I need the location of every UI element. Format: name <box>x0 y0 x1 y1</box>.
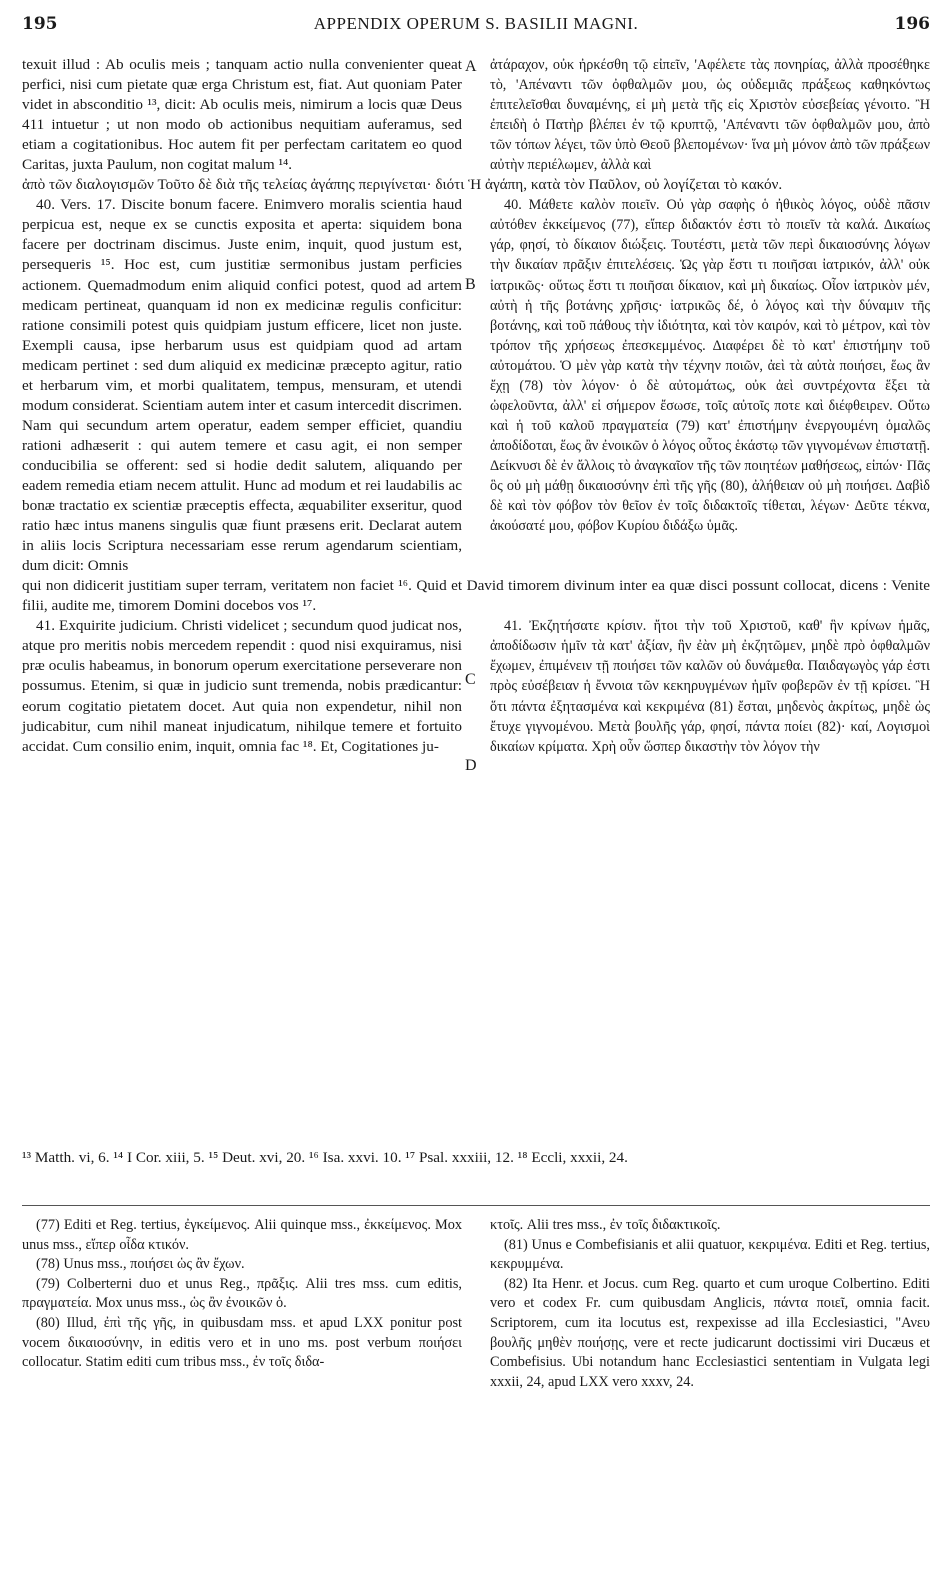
note-81: (81) Unus e Combefisianis et alii quatuor, κεκριμένα. Editi et Reg. tertius, κεκρυμμένα. <box>490 1236 930 1273</box>
greek-text-3: 41. Ἐκζητήσατε κρίσιν. ἤτοι τὴν τοῦ Χριστοῦ, καθ' ἣν κρίνων ἡμᾶς, ἀποδίδωσιν ἡμῖν τὰ κατ' ἀξίαν, ἣν ἐὰν μὴ ἐκζητῶμεν, μηδὲ πρὸ ὀφθαλμῶν ἔχωμεν, ἐπιμένειν τῇ ποιήσει τῶν καλῶν οὐ δυνάμεθα. Παιδαγωγὸς γάρ ἐστι πρὸς εὐσέβειαν ἡ ἔννοια τῶν κεκηρυγμένων ἡμῖν φοβερῶν ἐν τῇ κρίσει. Ἢ ὅτι πάντα ἐξητασμένα καὶ κεκριμένα (81) ἔσται, μηδενὸς ἀκρίτως, μηδὲ ὡς ἔτυχε γιγνομένου. Μετὰ βουλῆς γάρ, φησί, πάντα ποίει (82)· καί, Λογισμοὶ δικαίων κρίματα. Χρὴ οὖν ὥσπερ δικαστὴν τὸν λόγον τὴν <box>490 618 930 755</box>
full-width-text-1: ἀπὸ τῶν διαλογισμῶν Τοῦτο δὲ διὰ τῆς τελείας ἀγάπης περιγίνεται· διότι Ἡ ἀγάπη, κατὰ τὸν Παῦλον, οὐ λογίζεται τὸ κακόν. <box>22 176 783 194</box>
block-3 <box>22 616 930 775</box>
greek-text-2: 40. Μάθετε καλὸν ποιεῖν. Οὐ γὰρ σαφὴς ὁ ἠθικὸς λόγος, οὐδὲ πᾶσιν αὐτόθεν ἐκκείμενος (77), εἴπερ διδακτόν ἐστι τὸ ποιεῖν τὰ καλά. Δικαίως γάρ, φησί, τὸ δίκαιον διώξεις. Τουτέστι, μετὰ τῶν περὶ δικαιοσύνης λόγων τὴν δικαίαν πρᾶξιν ἐπιτελέσεις. Ὡς γὰρ ἔστι τι ποιῆσαι ἰατρικόν, ἀλλ' οὐκ ἰατρικῶς· οὕτως ἔστι τι ποιῆσαι δίκαιον, καὶ μὴ δικαίως. Οἷον ἰατρικὸν μέν, αὐτὴ ἡ τῆς βοτάνης χρῆσις· ἰατρικῶς δέ, ὁ λόγος καὶ τὴν δύναμιν τῆς βοτάνης, καὶ τοῦ πάθους τὴν ἰδιότητα, καὶ τὸν καιρόν, καὶ τὸ μέτρον, καὶ τὸν τρόπον τῆς χρήσεως ἐπεσκεμμένος. Διαφέρει δὲ τὸ κατ' ἐπιστήμην τοῦ αὐτομάτου. Ὁ μὲν γὰρ κατὰ τὴν τέχνην ποιῶν, ἀεὶ τὰ αὐτὰ ποιήσει, ἕως ἂν ἔχῃ (78) τὸν λόγον· ὁ δὲ αὐτομάτως, οὐκ ἀεὶ συντρέχοντα ἕξει τὰ ὠφελοῦντα, ἀλλ' εἰ σήμερον ἔσωσε, τοῖς αὐτοῖς ποτε καὶ διέφθειρεν. Οὕτω καὶ ἡ τοῦ καλοῦ πραγματεία (79) κατ' ἐπιστήμην ἐνεργουμένη ὁμαλῶς ἀποδίδοται, ἕως ἂν ἐνοικῶν ὁ λόγος οὗτος ἑκάστῳ τῶν γιγνομένων ἐπιστατῇ. Δείκνυσι δὲ ἐν ἄλλοις τὸ ἀναγκαῖον τῆς τῶν ποιητέων μαθήσεως, εἰπών· Πᾶς ὃς οὐ μὴ μάθῃ δικαιοσύνην ἐπὶ τῆς γῆς (80), ἀλήθειαν οὐ μὴ ποιήσει. Δαβὶδ δὲ καὶ τὸν φόβον τὸν θεῖον ἐν τοῖς διδακτοῖς τίθεται, λέγων· Δεῦτε τέκνα, ἀκούσατέ μου, φόβον Κυρίου διδάξω ὑμᾶς. <box>490 197 931 535</box>
block-1 <box>22 55 930 175</box>
note-77: (77) Editi et Reg. tertius, ἐγκείμενος. Alii quinque mss., ἐκκείμενος. Mox unus mss., εἴπερ οἶδα κτικόν. <box>22 1217 462 1253</box>
full-width-text-2: qui non didicerit justitiam super terram, veritatem non faciet ¹⁶. Quid et David timorem divinum inter ea quæ disci possunt collocat, dicens : Venite filii, audite me, timorem Domini docebos vos ¹⁷. <box>22 577 930 615</box>
latin-text-3: 41. Exquirite judicium. Christi videlicet ; secundum quod judicat nos, atque pro meritis nobis mercedem rependit : quod nisi exquiramus, nisi præ oculis habeamus, in bonorum operum exercitatione perseverare non possumus. Etenim, si quæ in judicio sunt tremenda, nobis prædicantur: eorum cogitatio pietatem docet. Aut quia non expendetur, nihil non judicabitur, cum nihil maneat injudicatum, nihilque temere et fortuito accidat. Cum consilio enim, inquit, omnia fac ¹⁸. Et, Cogitationes ju- <box>22 617 462 755</box>
greek-text-1: ἀτάραχον, οὐκ ἠρκέσθη τῷ εἰπεῖν, 'Αφέλετε τὰς πονηρίας, ἀλλὰ προσέθηκε τὸ, 'Απέναντι τῶν ὀφθαλμῶν μου, ὡς οὐδεμιᾶς πράξεως καθηκόντως ἐπιτελεῖσθαι δυναμένης, εἰ μὴ μετὰ τῆς εἰς Χριστὸν εὐσεβείας γένοιτο. Ἢ ἐπειδὴ ὁ Πατὴρ βλέπει ἐν τῷ κρυπτῷ, 'Απέναντι τῶν ὀφθαλμῶν μου, ἀπὸ τῶν τόπων λέγει, τῶν ὑπὸ Θεοῦ βλεπομένων· ἵνα μὴ μόνον ἀπὸ τῶν πράξεων αὐτὴν περιέλωμεν, ἀλλὰ καὶ <box>490 57 930 174</box>
note-80-continued: κτοῖς. Alii tres mss., ἐν τοῖς διδακτικοῖς. <box>490 1217 721 1233</box>
latin-text-2: 40. Vers. 17. Discite bonum facere. Enimvero moralis scientia haud perpicua est, neque ex se cunctis exposita et aperta: siquidem bona facere per doctrinam discimus. Juste enim, inquit, quod justum est, persequeris ¹⁵. Hoc est, cum justitiæ sermonibus justam perficies actionem. Quemadmodum enim aliquid confici potest, quod ad artem medicam pertineat, quanquam id non ex medicinæ regulis conficitur: ratione consimili potest quis quidpiam justum efficere, licet non juste. Exempli causa, ipse herbarum usus est quidpiam quod ad artam medicam pertinet : sed dum aliquid ex medicinæ præcepto agitur, ratio et herbarum vim, et morbi qualitatem, tempus, mensuram, et utendi modum considerat. Scientiam autem inter et casum intercedit discrimen. Nam qui secundum artem operatur, eadem semper efficiet, quandiu rationi adhæserit : qui autem temere et casu agit, ei non semper conducibilia se offerent: sed si hodie dedit salutem, aliquando per eadem remedia etiam necem attulit. Hunc ad modum et rei laudabilis ac bonæ tractatio ex scientiæ præceptis effecta, æquabiliter exseritur, quod ratio hæc intus manens singulis quæ fiunt præsens erit. Declarat autem in aliis locis Scriptura necessariam esse rerum agendarum scientiam, dum dicit: Omnis <box>22 196 462 575</box>
main-text <box>22 55 931 775</box>
scripture-footnotes: ¹³ Matth. vi, 6. ¹⁴ I Cor. xiii, 5. ¹⁵ Deut. xvi, 20. ¹⁶ Isa. xxvi. 10. ¹⁷ Psal. xxxiii, 12. ¹⁸ Eccli, xxxii, 24. <box>22 1149 628 1166</box>
note-78: (78) Unus mss., ποιήσει ὡς ἂν ἔχων. <box>36 1256 245 1273</box>
notes-divider <box>22 1205 930 1206</box>
note-79: (79) Colberterni duo et unus Reg., πρᾶξις. Alii tres mss. cum editis, πραγματεία. Mox unus mss., ὡς ἂν ἐνοικῶν ὁ. <box>22 1275 462 1312</box>
critical-notes <box>22 1216 930 1392</box>
latin-text-1: texuit illud : Ab oculis meis ; tanquam actio nulla convenienter queat perfici, nisi cum pietate quæ erga Christum est, fiat. Aut quoniam Pater videt in absconditio ¹³, dicit: Ab oculis meis, nimirum a locis quæ Deus 411 intuetur ; ut non modo ob actionibus nequitiam auferamus, sed etiam a cogitationibus. Hoc autem fit per perfectam caritatem eo quod Caritas, juxta Paulum, non cogitat malum ¹⁴. <box>22 56 462 174</box>
margin-letter-b: B <box>465 276 476 294</box>
page-number-right: 196 <box>894 14 930 34</box>
page-header <box>22 14 930 44</box>
running-title: APPENDIX OPERUM S. BASILII MAGNI. <box>313 14 639 33</box>
page-number-left: 195 <box>22 14 58 34</box>
margin-letter-c: C <box>465 671 476 689</box>
notes-left-column <box>22 1216 462 1392</box>
note-82: (82) Ita Henr. et Jocus. cum Reg. quarto et cum uroque Colbertino. Editi vero et codex Fr. cum quibusdam Anglicis, πάντα ποιεῖ, omnia facit. Scriptorem, cum ita locutus est, rexpexisse ad illa Ecclesiastici, "Ανευ βουλῆς μηθὲν ποιήσῃς, vere et recte judicarunt doctissimi viri Ducæus et Combefisius. Ubi notandum hanc Ecclesiastici sententiam in Vulgata legi xxxii, 24, apud LXX vero xxxv, 24. <box>490 1275 930 1390</box>
margin-letter-a: A <box>465 58 477 75</box>
note-80: (80) Illud, ἐπὶ τῆς γῆς, in quibusdam mss. et apud LXX ponitur post vocem δικαιοσύνην, in editis vero et in uno ms. post verbum ποιήσει collocatur. Statim editi cum tribus mss., ἐν τοῖς διδα- <box>22 1314 462 1371</box>
margin-letter-d: D <box>465 757 477 775</box>
notes-right-column <box>490 1216 930 1392</box>
